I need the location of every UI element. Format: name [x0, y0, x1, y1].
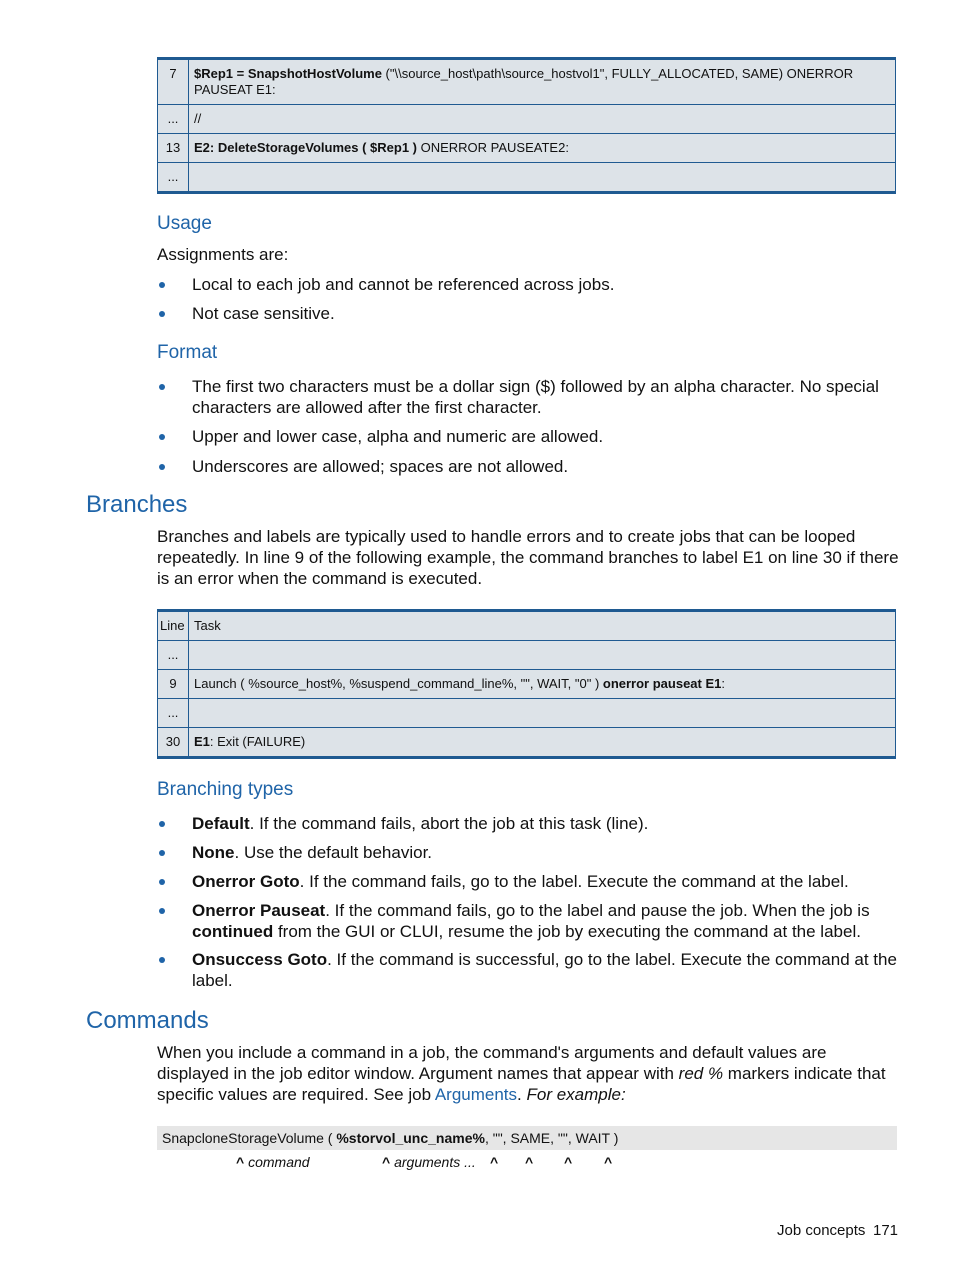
caret-marker: ^ — [490, 1154, 499, 1170]
code-example: SnapcloneStorageVolume ( %storvol_unc_name%, "", SAME, "", WAIT ) — [157, 1126, 897, 1150]
table-row — [158, 670, 896, 699]
caret-arguments: ^ arguments ... — [382, 1154, 476, 1170]
task-cell: Launch ( %source_host%, %suspend_command_line%, "", WAIT, "0" ) onerror pauseat E1: — [189, 670, 896, 699]
format-heading: Format — [157, 342, 218, 363]
list-item: Underscores are allowed; spaces are not allowed. — [157, 456, 897, 477]
list-item: Onerror Goto. If the command fails, go to the label. Execute the command at the label. — [157, 871, 897, 892]
list-item: Default. If the command fails, abort the job at this task (line). — [157, 813, 897, 834]
caret-marker: ^ — [564, 1154, 573, 1170]
column-header-line: Line — [158, 611, 189, 641]
task-cell — [189, 163, 896, 193]
list-item: Onerror Pauseat. If the command fails, go to the label and pause the job. When the job is continued from the GUI or CLUI, resume the job by executing the command at the label. — [157, 900, 897, 942]
list-item: None. Use the default behavior. — [157, 842, 897, 863]
branches-paragraph: Branches and labels are typically used to handle errors and to create jobs that can be looped repeatedly. In line 9 of the following example, the command branches to label E1 on line 30 if there is an error when the command is executed. — [157, 527, 899, 588]
table-header-row — [158, 611, 896, 641]
column-header-task: Task — [189, 611, 896, 641]
bullet-icon — [159, 957, 165, 963]
task-cell — [189, 699, 896, 728]
list-item: The first two characters must be a dollar sign ($) followed by an alpha character. No special characters are allowed after the first character. — [157, 376, 897, 418]
arguments-link[interactable]: Arguments — [434, 1085, 518, 1104]
task-text: ONERROR PAUSEATE2: — [417, 140, 569, 155]
table-row — [158, 699, 896, 728]
line-number: ... — [158, 641, 189, 670]
task-cell — [189, 105, 896, 134]
branches-heading: Branches — [86, 491, 188, 518]
list-item: Local to each job and cannot be referenced across jobs. — [157, 274, 897, 295]
line-number: 13 — [158, 134, 189, 163]
bullet-icon — [159, 850, 165, 856]
caret-command: ^ command — [236, 1154, 310, 1170]
usage-list — [157, 274, 897, 324]
table-row — [158, 59, 896, 105]
example-table-1 — [157, 57, 896, 194]
task-cell: E1: Exit (FAILURE) — [189, 728, 896, 758]
line-number: ... — [158, 105, 189, 134]
task-bold: E2: DeleteStorageVolumes ( $Rep1 ) — [194, 140, 417, 155]
bullet-icon — [159, 464, 165, 470]
format-list — [157, 376, 897, 477]
line-number: 7 — [158, 59, 189, 105]
usage-intro: Assignments are: — [157, 245, 289, 264]
caret-marker: ^ — [604, 1154, 613, 1170]
branching-types-heading: Branching types — [157, 779, 294, 800]
task-text: ("\\source_host\path\source_hostvol1", FULLY_ALLOCATED, SAME) ONERROR PAUSEAT E1: — [194, 66, 854, 97]
list-item: Onsuccess Goto. If the command is successful, go to the label. Execute the command at the label. — [157, 949, 897, 991]
table-row — [158, 728, 896, 758]
table-row — [158, 105, 896, 134]
table-row — [158, 134, 896, 163]
task-bold: $Rep1 = SnapshotHostVolume — [194, 66, 382, 81]
usage-heading: Usage — [157, 213, 212, 234]
task-cell — [189, 641, 896, 670]
task-text: // — [194, 111, 202, 126]
line-number: ... — [158, 163, 189, 193]
branching-types-list — [157, 813, 897, 991]
line-number: 9 — [158, 670, 189, 699]
bullet-icon — [159, 879, 165, 885]
commands-paragraph: When you include a command in a job, the command's arguments and default values are displayed in the job editor window. Argument names that appear with red % markers indicate that specific values are required. See job Arguments. For example: — [157, 1043, 886, 1104]
bullet-icon — [159, 282, 165, 288]
footer-section: Job concepts — [777, 1222, 866, 1239]
list-item: Upper and lower case, alpha and numeric are allowed. — [157, 426, 897, 447]
page-number: 171 — [873, 1222, 899, 1239]
commands-heading: Commands — [86, 1007, 209, 1034]
task-cell — [189, 59, 896, 105]
example-table-2 — [157, 609, 896, 759]
bullet-icon — [159, 434, 165, 440]
list-item: Not case sensitive. — [157, 303, 897, 324]
bullet-icon — [159, 311, 165, 317]
table-row — [158, 641, 896, 670]
bullet-icon — [159, 908, 165, 914]
bullet-icon — [159, 821, 165, 827]
task-cell — [189, 134, 896, 163]
line-number: 30 — [158, 728, 189, 758]
bullet-icon — [159, 384, 165, 390]
table-row — [158, 163, 896, 193]
line-number: ... — [158, 699, 189, 728]
caret-marker: ^ — [525, 1154, 534, 1170]
